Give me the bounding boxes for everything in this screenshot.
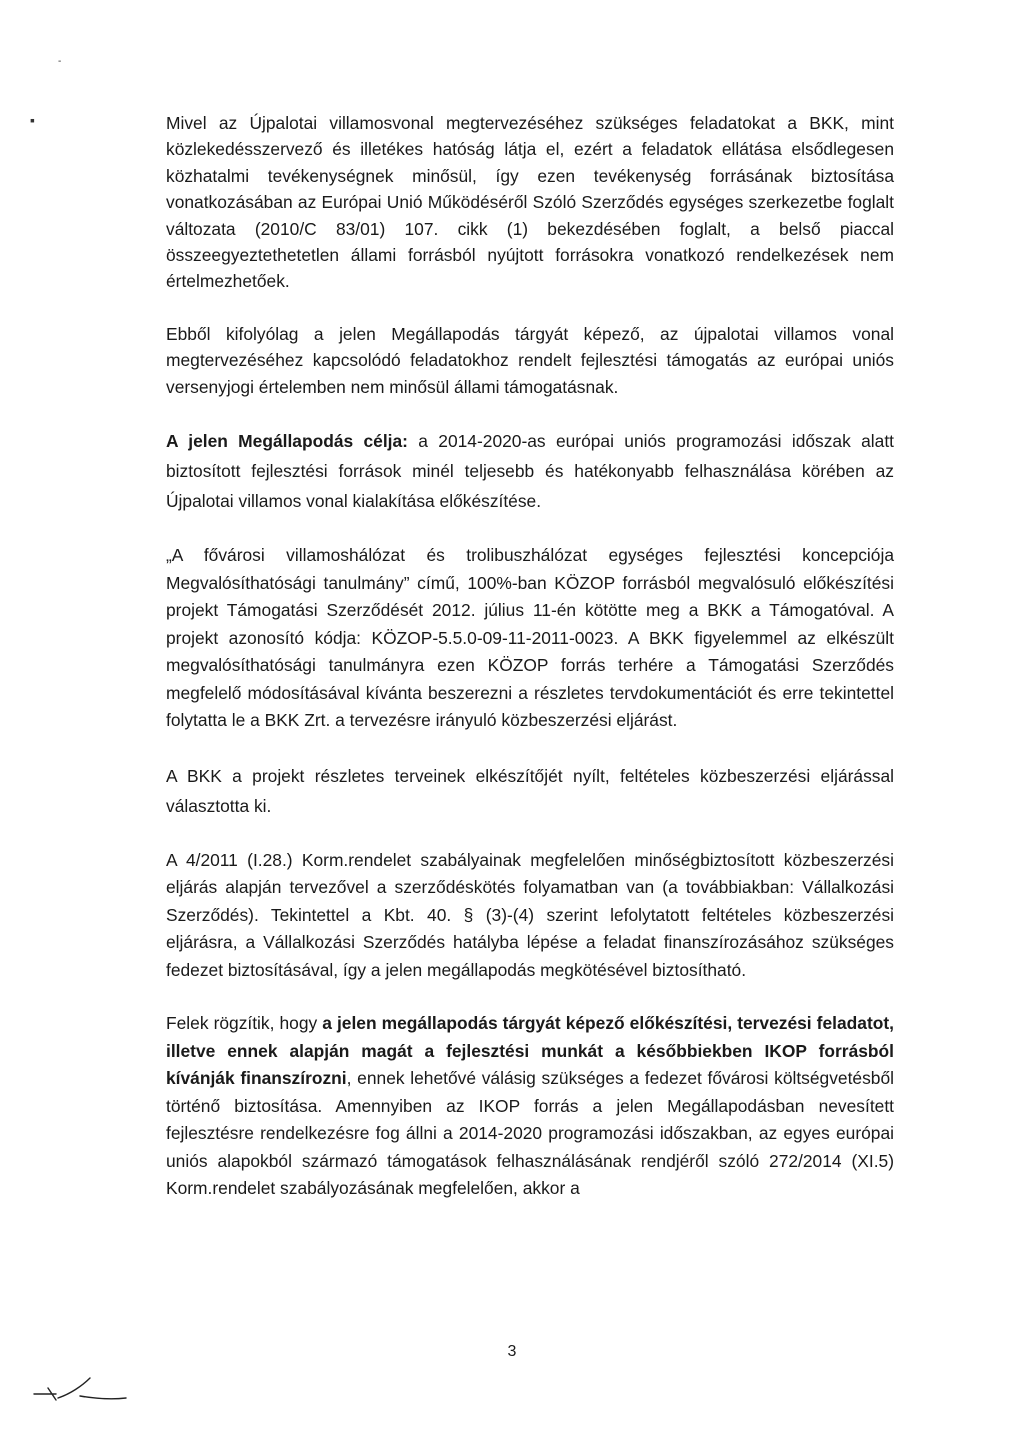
paragraph-4: „A fővárosi villamoshálózat és trolibuszhálózat egységes fejlesztési koncepciója Megvalósíthatósági tanulmány” című, 100%-ban KÖZOP forrásból megvalósuló előkészítési projekt Támogatási Szerződését 2012. július 11-én kötötte meg a BKK a Támogatóval. A projekt azonosító kódja: KÖZOP-5.5.0-09-11-2011-0023. A BKK figyelemmel az elkészült megvalósíthatósági tanulmányra ezen KÖZOP forrás terhére a Támogatási Szerződés megfelelő módosításával kívánta beszerezni a részletes tervdokumentációt és erre tekintettel folytatta le a BKK Zrt. a tervezésre irányuló közbeszerzési eljárást. [166,545,894,731]
page-number: 3 [507,1343,517,1360]
paragraph-6: A 4/2011 (I.28.) Korm.rendelet szabályainak megfelelően minőségbiztosított közbeszerzési eljárás alapján tervezővel a szerződéskötés folyamatban van (a továbbiakban: Vállalkozási Szerződés). Tekintettel a Kbt. 40. § (3)-(4) szerint lefolytatott feltételes közbeszerzési eljárásra, a Vállalkozási Szerződés hatályba lépése a feladat finanszírozásához szükséges fedezet biztosításával, így a jelen megállapodás megkötésével biztosítható. [166,849,894,980]
paragraph-7: Felek rögzítik, hogy a jelen megállapodás tárgyát képező előkészítési, tervezési feladatot, illetve ennek alapján magát a fejlesztési munkát a későbbiekben IKOP forrásból kívánják finanszírozni, ennek lehetővé válásig szükséges a fedezet fővárosi költségvetésből történő biztosítása. Amennyiben az IKOP forrás a jelen Megállapodásban nevesített fejlesztésre rendelkezésre fog állni a 2014-2020 programozási időszakban, az egyes európai uniós alapokból származó támogatások felhasználásának rendjéről szóló 272/2014 (XI.5) Korm.rendelet szabályozásának megfelelően, akkor a [166,1013,894,1199]
paragraph-3-bold-lead: A jelen Megállapodás célja: [166,431,408,452]
paragraph-2: Ebből kifolyólag a jelen Megállapodás tárgyát képező, az újpalotai villamos vonal megtervezéséhez kapcsolódó feladatokhoz rendelt fejlesztési támogatás az európai uniós versenyjogi értelemben nem minősül állami támogatásnak. [166,323,894,397]
scan-speck: - [58,56,62,67]
scan-speck: ▪ [30,112,35,128]
signature-mark [30,1372,130,1412]
paragraph-7-bold-clause: a jelen megállapodás tárgyát képező előkészítési, tervezési feladatot, illetve ennek alapján magát a fejlesztési munkát a későbbiekben IKOP forrásból kívánják finanszírozni [166,1013,894,1089]
paragraph-3: A jelen Megállapodás célja: a 2014-2020-as európai uniós programozási időszak alatt biztosított fejlesztési források minél teljesebb és hatékonyabb felhasználása körében az Újpalotai villamos vonal kialakítása előkészítése. [166,431,894,512]
document-body [166,110,894,1229]
paragraph-5: A BKK a projekt részletes terveinek elkészítőjét nyílt, feltételes közbeszerzési eljárással választotta ki. [166,765,894,816]
paragraph-1: Mivel az Újpalotai villamosvonal megtervezéséhez szükséges feladatokat a BKK, mint közlekedésszervező és illetékes hatóság látja el, ezért a feladatok ellátása elsődlegesen közhatalmi tevékenységnek minősül, így ezen tevékenység forrásának biztosítása vonatkozásában az Európai Unió Működéséről Szóló Szerződés egységes szerkezetbe foglalt változata (2010/C 83/01) 107. cikk (1) bekezdésében foglalt, a belső piaccal összeegyeztethetetlen állami forrásból nyújtott forrásokra vonatkozó rendelkezések nem értelmezhetőek. [166,113,894,292]
